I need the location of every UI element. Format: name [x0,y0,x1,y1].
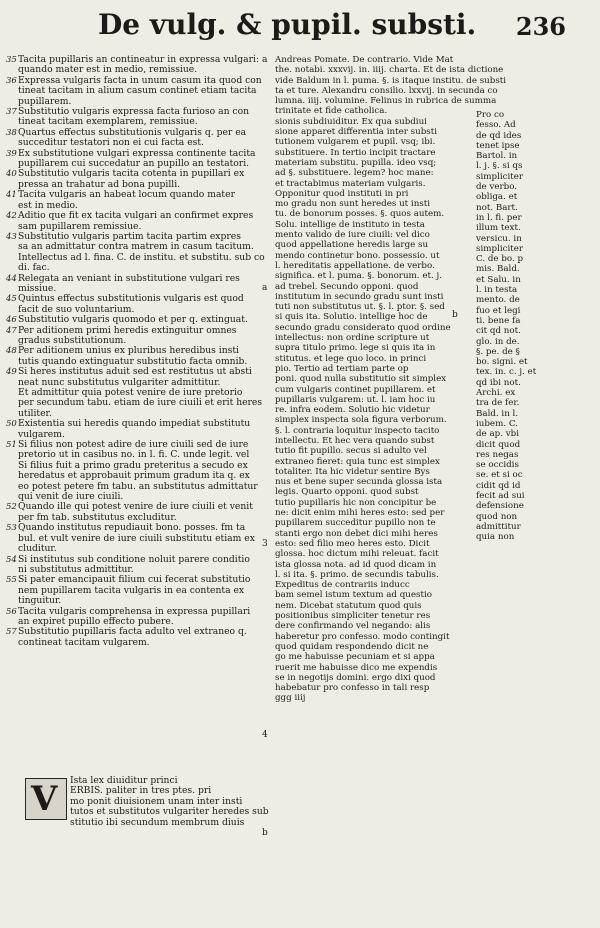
summary-text: di. fac. [18,262,50,274]
commentary-line: dere confirmando vel negando: alis [275,621,431,632]
summary-number: 37 [6,107,17,118]
summary-number: 49 [6,367,17,378]
commentary-line: stanti ergo non debet dici mihi heres [275,528,438,539]
gloss-line: Bald. in l. [476,408,519,419]
margin-marker: 4 [262,730,268,740]
commentary-line: intellectu. Et hec vera quando subst [275,435,435,446]
gloss-line: ti. bene fa [476,315,521,326]
gloss-line: fesso. Ad [476,120,516,131]
summary-number: 40 [6,169,17,180]
gloss-line: in l. fi. per [476,212,522,223]
gloss-line: fuo et legi [476,305,521,316]
commentary-line: intellectus: non ordine scripture ut [275,333,430,344]
commentary-line: pio. Tertio ad tertiam parte op [275,363,409,374]
gloss-line: tex. in. c. j. et [476,367,537,378]
commentary-line: si quis ita. Solutio. intellige hoc de [275,312,428,323]
commentary-line: quod quidam respondendo dicit ne [275,641,429,652]
commentary-line: mendo continetur bono. possessio. ut [275,250,440,261]
summary-number: 51 [6,440,17,451]
summary-text: tutis quando extinguatur substitutio facta omnib. [18,355,248,367]
commentary-line: go me habuisse pecuniam et si appa [275,652,435,663]
summary-text: pupillarem. [18,95,72,107]
summary-text: Si filius fuit a primo gradu preteritus a secudo ex [18,459,248,471]
margin-marker: 3 [262,539,268,549]
summary-text: tineat tacitam exemplarem, remissiue. [18,116,198,128]
summary-text: tineat tacitam in alium casum continet etiam tacita [18,85,257,97]
summary-text: pretorio ut in casibus no. in l. fi. C. unde legit. vel [18,449,250,461]
margin-marker: b [262,828,268,838]
summary-number: 42 [6,211,17,222]
summary-text: pupillarem cui succedatur an pupillo an testatori. [18,158,250,170]
commentary-line: materiam substitu. pupilla. ideo vsq; [275,157,437,168]
commentary-line: stitutio ibi secundum membrum diuis [70,816,245,828]
gloss-line: §. pe. de § [476,346,520,357]
gloss-line: tra de fer. [476,398,520,409]
gloss-line: de qd ides [476,130,522,141]
summary-number: 44 [6,273,17,284]
summary-number: 56 [6,606,17,617]
gloss-line: l. j. §. si qs [476,161,523,172]
commentary-line: habebatur pro confesso in tali resp [275,683,430,694]
margin-marker: a [262,283,268,293]
commentary-line: vide Baldum in l. puma. §. is itaque institu. de substi [275,75,507,86]
summary-text: Tacita vulgaris an habeat locum quando mater [18,189,235,201]
commentary-line: legis. Quarto opponi. quod subst [275,487,419,498]
margin-marker: b [452,310,458,320]
summary-text: Et admittitur quia potest venire de iure pretorio [18,387,243,398]
commentary-line: Ista lex diuiditur princi [70,775,178,786]
summary-number: 52 [6,502,17,513]
summary-text: Substitutio vulgaris expressa facta furioso an con [18,106,250,118]
gloss-line: mento. de [476,295,520,306]
summary-text: vulgarem. [18,428,65,440]
summary-number: 47 [6,325,17,336]
gloss-line: dicit quod [476,439,521,450]
commentary-line: ista glossa nota. ad id quod dicam in [275,559,437,570]
gloss-line: defensione [476,501,524,512]
summary-text: Quando institutus repudiauit bono. posses. fm ta [18,522,246,534]
commentary-line: extraneo fieret: quia tunc est simplex [275,456,440,467]
commentary-line: mento valido de iure ciuili: vel dico [275,230,430,241]
commentary-line: glossa. hoc dictum mihi releuat. facit [275,549,439,560]
summary-number: 39 [6,148,17,159]
gloss-line: res negas [476,449,519,460]
gloss-line: et Salu. in [476,274,521,285]
summary-number: 45 [6,294,17,305]
gloss-line: C. de bo. p [476,254,524,265]
summary-number: 41 [6,190,17,201]
commentary-line: et tractabimus materiam vulgaris. [275,178,426,189]
summary-number: 50 [6,419,17,430]
commentary-line: poni. quod nulla substitutio sit simplex [275,374,447,385]
commentary-line: trinitate et fide catholica. [275,106,388,117]
summary-text: per secundum tabu. etiam de iure ciuili et erit heres [18,397,263,409]
gloss-line: cidit qd id [476,480,521,491]
summary-text: Tacita pupillaris an contineatur in expressa vulgari: a [18,54,268,65]
summary-text: Per aditionem unius ex pluribus heredibus insti [18,345,239,357]
summary-text: Substitutio vulgaris partim tacita partim expres [18,230,241,242]
commentary-line: lumna. iiij. volumine. Felinus in rubrica de summa [275,96,497,107]
summary-text: Quando ille qui potest venire de iure ciuili et venit [18,501,253,513]
summary-number: 35 [6,55,17,65]
summary-text: an expiret pupillo effecto pubere. [18,615,174,627]
gloss-line: l. in testa [476,285,518,296]
commentary-line: supra titulo primo. lege si quis ita in [275,343,436,354]
commentary-line: institutum in secundo gradu sunt insti [275,291,444,302]
summary-text: utiliter. [18,407,52,419]
commentary-line: se in negotijs domini. ergo dixi quod [275,672,436,683]
summary-text: heredatus et approbauit primum gradum ita q. ex [18,470,250,482]
summary-number: 48 [6,346,17,357]
gloss-line: mis. Bald. [476,264,520,275]
gloss-line: quia non [476,532,515,543]
commentary-line: ERBIS. paliter in tres ptes. pri [70,785,212,797]
gloss-line: admittitur [476,521,521,532]
summary-text: succeditur testatori non ei cui facta est. [18,137,204,149]
commentary-line: secundo gradu considerato quod ordine [275,322,451,333]
commentary-line: re. infra eodem. Solutio hic videtur [275,405,430,416]
commentary-line: Andreas Pomate. De contrario. Vide Mat [275,55,454,65]
gloss-line: Bartol. in [476,151,518,162]
commentary-line: l. hereditatis appellatione. de verbo. [275,260,435,271]
commentary-line: ne: dicit enim mihi heres esto: sed per [275,508,445,519]
summary-text: Substitutio vulgaris tacita cotenta in pupillari ex [18,168,245,180]
summary-number: 57 [6,627,17,638]
summary-text: neat nunc substitutus vulgariter admittitur. [18,376,221,388]
summary-text: Ex substitutione vulgari expressa continente tacita [18,147,256,159]
commentary-line: Solu. intellige de instituto in testa [275,219,425,230]
commentary-line: mo ponit diuisionem unam inter insti [70,795,243,807]
commentary-line: sionis subdiuiditur. Ex qua subdiui [275,116,427,127]
commentary-line: stitutus. et lege quo loco. in princi [275,353,427,364]
summary-text: Tacita vulgaris comprehensa in expressa pupillari [18,605,251,617]
gloss-line: simpliciter [476,243,524,254]
summary-text: cluditur. [18,543,57,555]
gloss-line: Archi. ex [476,388,516,399]
commentary-opening [70,776,268,828]
gloss-line: not. Bart. [476,202,518,213]
summary-number: 54 [6,554,17,565]
summary-number: 38 [6,127,17,138]
summary-number: 43 [6,231,17,242]
gloss-line: fecit ad sui [476,490,525,501]
summary-text: Si filius non potest adire de iure ciuili sed de iure [18,439,249,451]
summary-text: Substitutio vulgaris quomodo et per q. extinguat. [18,314,248,326]
summary-text: Quartus effectus substitutionis vulgaris q. per ea [18,126,247,138]
summary-text: gradus substitutionum. [18,334,127,346]
summary-text: contineat tacitam vulgarem. [18,636,150,648]
summary-text: sa an admittatur contra matrem in casum tacitum. [18,241,254,253]
summary-text: ni substitutus admittitur. [18,563,134,575]
decorated-initial [25,778,67,820]
commentary-line: cum vulgaris continet pupillarem. et [275,384,436,395]
commentary-line: mo gradu non sunt heredes ut insti [275,199,431,210]
commentary-line: bam semel istum textum ad questio [275,590,432,601]
commentary-line: tuti non substitutus ut. §. l. ptor. §. sed [275,302,445,313]
initial-letter: V [31,779,58,819]
summary-text: tinguitur. [18,595,62,607]
summary-text: quando mater est in medio, remissiue. [18,64,198,76]
commentary-line: significa. et l. puma. §. bonorum. et. j. [275,271,442,282]
gloss-line: cit qd not. [476,326,521,337]
summary-text: sam pupillarem remissiue. [18,220,142,232]
commentary-line: tutio pupillaris hic non concipitur be [275,497,437,508]
commentary-line: substituere. In tertio incipit tractare [275,147,436,158]
commentary-line: pupillarem succeditur pupillo non te [275,518,436,529]
summary-text: Si heres institutus aduit sed est restitutus ut absti [18,366,252,378]
commentary-line: ta et ture. Alexandru consilio. lxxvij. in secunda co [275,85,498,96]
commentary-line: positionibus simpliciter tenetur res [275,611,431,622]
summary-number: 55 [6,575,17,586]
summary-number: 36 [6,75,17,86]
summary-text: Existentia sui heredis quando impediat substitutu [18,418,251,430]
commentary-line: simplex inspecta sola figura verborum. [275,415,447,426]
summary-text: facit de suo voluntarium. [18,303,135,315]
summary-text: nem pupillarem tacita vulgaris in ea contenta ex [18,584,245,596]
gloss-line: obliga. et [476,192,518,203]
summary-column [6,55,268,648]
summary-text: Aditio que fit ex tacita vulgari an confirmet expres [18,210,254,222]
summary-text: per fm tab. substitutus excluditur. [18,511,177,523]
summary-number: 53 [6,523,17,534]
summary-text: missiue. [18,282,57,294]
commentary-line: tutos et substitutos vulgariter heredes sub [70,806,269,818]
gloss-line: Pro co [476,110,505,120]
gloss-line: iubem. C. [476,418,518,429]
summary-text: pressa an trahatur ad bona pupilli. [18,178,181,190]
commentary-line: tu. de bonorum posses. §. quos autem. [275,209,445,220]
commentary-line: Opponitur quod instituti in pri [275,188,409,199]
summary-text: Expressa vulgaris facta in unum casum ita quod con [18,74,262,86]
gloss-line: glo. in de. [476,336,520,347]
summary-text: Per aditionem primi heredis extinguitur omnes [18,324,237,336]
commentary-line: tutionem vulgarem et pupil. vsq; ibi. [275,137,436,148]
gloss-line: se. et si oc [476,470,523,481]
commentary-line: ad §. substituere. legem? hoc mane: [275,168,434,179]
commentary-line: ggg iiij [275,693,306,704]
marginal-gloss-column [476,110,586,542]
commentary-line: Expeditus de contrariis inducc [275,580,410,591]
commentary-line: esto: sed filio meo heres esto. Dicit [275,538,430,549]
summary-text: Substitutio pupillaris facta adulto vel extraneo q. [18,626,247,638]
commentary-line: nem. Dicebat statutum quod quis [275,600,422,611]
summary-text: Si institutus sub conditione noluit parere conditio [18,553,250,565]
gloss-line: de verbo. [476,182,518,193]
summary-text: qui venit de iure ciuili. [18,491,124,503]
gloss-line: qd ibi not. [476,377,521,388]
commentary-line: totaliter. Ita hic videtur sentire Bys [275,466,430,477]
gloss-line: de ap. vbi [476,429,519,440]
summary-text: eo potest petere fm tabu. an substitutus admittatur [18,480,258,492]
summary-text: Si pater emancipauit filium cui fecerat substitutio [18,574,251,586]
summary-text: Quintus effectus substitutionis vulgaris est quod [18,293,244,305]
commentary-line: ruerit me habuisse dico me expendis [275,662,438,673]
gloss-line: bo. signi. et [476,357,528,368]
summary-text: Intellectus ad l. fina. C. de institu. et substitu. sub co [18,251,265,263]
commentary-line: sione apparet differentia inter substi [275,127,438,138]
commentary-line: tutio fit pupillo. secus si adulto vel [275,446,427,457]
running-title: De vulg. & pupil. substi. [98,8,477,41]
summary-text: est in medio. [18,199,78,211]
commentary-line: §. l. contraria loquitur inspecto tacito [275,425,440,436]
summary-text: Relegata an veniant in substitutione vulgari res [18,272,240,284]
gloss-line: se occidis [476,460,519,471]
commentary-line: pupillaris vulgarem: ut. l. iam hoc iu [275,394,436,405]
summary-text: bul. et vult venire de iure ciuili substitutu etiam ex [18,532,255,544]
commentary-line: nus et bene super secunda glossa ista [275,477,443,488]
summary-line [6,638,268,648]
commentary-line: haberetur pro confesso. modo contingit [275,631,450,642]
commentary-line: ad trebel. Secundo opponi. quod [275,281,419,292]
commentary-line: quod appellatione heredis large su [275,240,429,251]
commentary-line: l. si ita. §. primo. de secundis tabulis. [275,569,439,580]
gloss-line: illum text. [476,223,521,234]
gloss-line: versicu. in [476,233,522,244]
commentary-line: the. notabi. xxxvij. in. iiij. charta. Et de ista dictione [275,65,504,76]
gloss-line: simpliciter [476,171,524,182]
summary-number: 46 [6,315,17,326]
gloss-line: quod non [476,511,518,522]
folio-number: 236 [515,12,566,41]
gloss-line: tenet ipse [476,140,520,151]
page-header [88,6,580,50]
